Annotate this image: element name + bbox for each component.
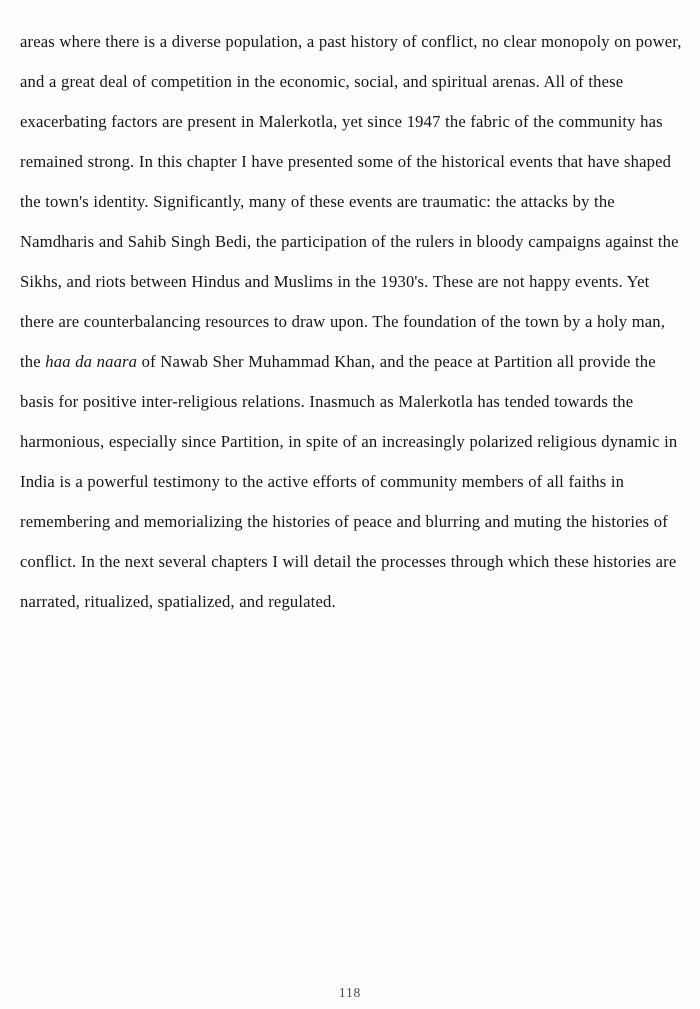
text-line bbox=[20, 262, 688, 302]
text-run: basis for positive inter-religious relations. Inasmuch as Malerkotla has tended towards the bbox=[20, 392, 634, 411]
text-run: harmonious, especially since Partition, in spite of an increasingly polarized religious dynamic in bbox=[20, 432, 678, 451]
text-run: narrated, ritualized, spatialized, and regulated. bbox=[20, 592, 336, 611]
text-run: the town's identity. Significantly, many of these events are traumatic: the attacks by the bbox=[20, 192, 615, 211]
text-run: conflict. In the next several chapters I will detail the processes through which these histories are bbox=[20, 552, 677, 571]
text-run: and a great deal of competition in the economic, social, and spiritual arenas. All of these bbox=[20, 72, 624, 91]
text-run: remained strong. In this chapter I have presented some of the historical events that have shaped bbox=[20, 152, 672, 171]
text-run: India is a powerful testimony to the active efforts of community members of all faiths in bbox=[20, 472, 625, 491]
italic-term: haa da naara bbox=[45, 352, 138, 371]
text-line bbox=[20, 542, 688, 582]
text-line bbox=[20, 422, 688, 462]
text-run: areas where there is a diverse population, a past history of conflict, no clear monopoly on power, bbox=[20, 32, 682, 51]
text-line bbox=[20, 222, 688, 262]
page-number: 118 bbox=[338, 985, 362, 1000]
text-run: there are counterbalancing resources to draw upon. The foundation of the town by a holy man, bbox=[20, 312, 666, 331]
text-run: the bbox=[20, 352, 46, 371]
text-line bbox=[20, 142, 688, 182]
text-run: of Nawab Sher Muhammad Khan, and the peace at Partition all provide the bbox=[137, 352, 656, 371]
text-line bbox=[20, 582, 688, 622]
text-line bbox=[20, 302, 688, 342]
text-run: exacerbating factors are present in Malerkotla, yet since 1947 the fabric of the community has bbox=[20, 112, 663, 131]
text-line bbox=[20, 62, 688, 102]
page-text-block bbox=[20, 22, 688, 622]
text-run: remembering and memorializing the histories of peace and blurring and muting the histories of bbox=[20, 512, 668, 531]
text-line bbox=[20, 342, 688, 382]
text-line bbox=[20, 102, 688, 142]
text-line bbox=[20, 182, 688, 222]
text-line bbox=[20, 22, 688, 62]
text-run: Sikhs, and riots between Hindus and Muslims in the 1930's. These are not happy events. Yet bbox=[20, 272, 650, 291]
text-line bbox=[20, 382, 688, 422]
text-line bbox=[20, 502, 688, 542]
body-paragraph bbox=[20, 22, 688, 622]
text-run: Namdharis and Sahib Singh Bedi, the participation of the rulers in bloody campaigns against the bbox=[20, 232, 679, 251]
text-line bbox=[20, 462, 688, 502]
